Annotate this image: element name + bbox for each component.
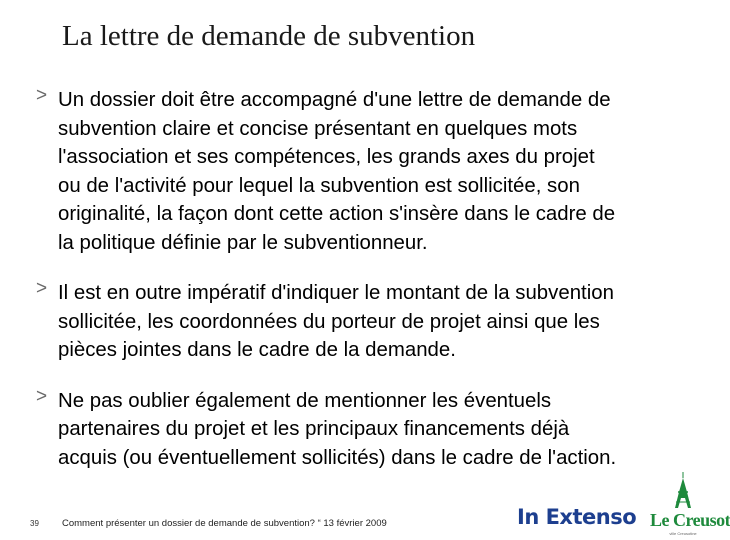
slide-title: La lettre de demande de subvention	[62, 20, 476, 52]
bullet-item	[36, 279, 700, 365]
le-creusot-logo	[650, 472, 730, 538]
bullet-item	[36, 86, 700, 257]
bullet-arrow-icon: >	[36, 385, 48, 407]
bullet-text: Ne pas oublier également de mentionner les éventuels partenaires du projet et les principaux financements déjà acquis (ou éventuellement sollicités) dans le cadre de l'action.	[58, 389, 617, 469]
tower-icon	[670, 472, 696, 512]
page-number: 39	[30, 519, 39, 528]
in-extenso-logo: In Extenso	[517, 505, 637, 529]
bullet-arrow-icon: >	[36, 278, 48, 299]
le-creusot-subtitle: ville Creusotine	[669, 531, 697, 536]
le-creusot-name: Le Creusot	[650, 510, 730, 530]
bullet-text: Il est en outre impératif d'indiquer le montant de la subvention sollicitée, les coordonnées du porteur de projet ainsi que les pièces jointes dans le cadre de la demande.	[58, 282, 614, 361]
footer-caption: Comment présenter un dossier de demande de subvention? “ 13 février 2009	[62, 518, 387, 529]
bullet-list	[36, 86, 700, 494]
bullet-arrow-icon: >	[36, 85, 48, 106]
bullet-item	[36, 387, 700, 473]
bullet-text: Un dossier doit être accompagné d'une lettre de demande de subvention claire et concise présentant en quelques mots l'association et ses compétences, les grands axes du projet ou de l'activité pour lequel la subvention est sollicitée, son originalité, la façon dont cette action s'insère dans le cadre de la politique définie par le subventionneur.	[58, 89, 616, 254]
